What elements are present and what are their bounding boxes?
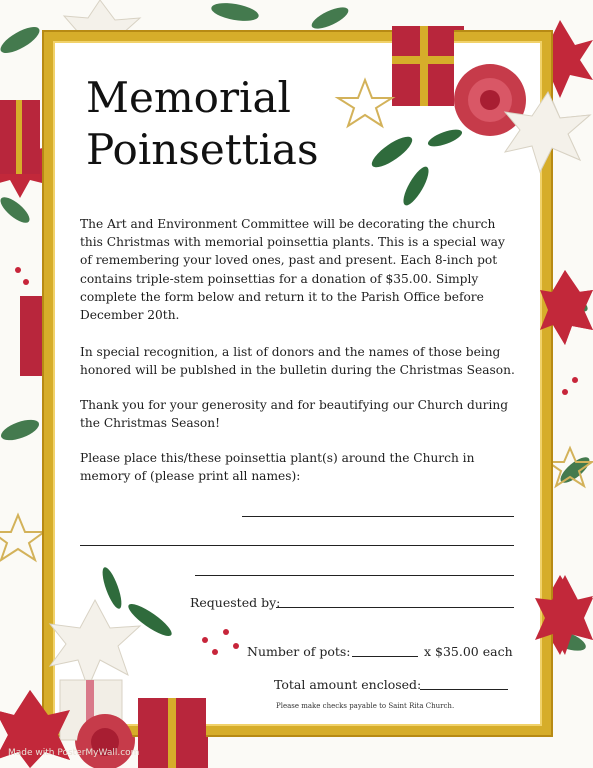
requested-by-label: Requested by: [190,595,281,610]
price-each-text: x $35.00 each [424,644,513,659]
thank-you-paragraph: Thank you for your generosity and for beautifying our Church during the Christmas Season! [80,398,509,431]
number-of-pots-line[interactable] [352,656,418,657]
recognition-paragraph: In special recognition, a list of donors and the names of those being honored will be publshed in the bulletin during the Christmas Season. [80,345,515,378]
watermark: Made with PosterMyWall.com [8,748,140,758]
page-title [86,72,406,176]
number-of-pots-label: Number of pots: [247,644,351,659]
intro-paragraph: The Art and Environment Committee will be decorating the church this Christmas with memorial poinsettia plants. This is a special way of remembering your loved ones, past and present. Each 8-inch pot contains triple-stem poinsettias for a donation of $35.00. Simply complete the form below and return it to the Parish Office before December 20th. [80,217,505,323]
memory-names-line-2[interactable] [80,545,514,546]
memory-names-line-3[interactable] [195,575,514,576]
title-line-2: Poinsettias [86,125,319,174]
total-amount-line[interactable] [420,689,508,690]
total-amount-label: Total amount enclosed: [274,677,422,692]
memory-names-line-1[interactable] [242,516,514,517]
memory-instructions: Please place this/these poinsettia plant(s) around the Church in memory of (please print all names): [80,451,475,484]
checks-payable-note: Please make checks payable to Saint Rita Church. [276,702,455,710]
requested-by-line[interactable] [276,607,514,608]
title-line-1: Memorial [86,73,291,122]
